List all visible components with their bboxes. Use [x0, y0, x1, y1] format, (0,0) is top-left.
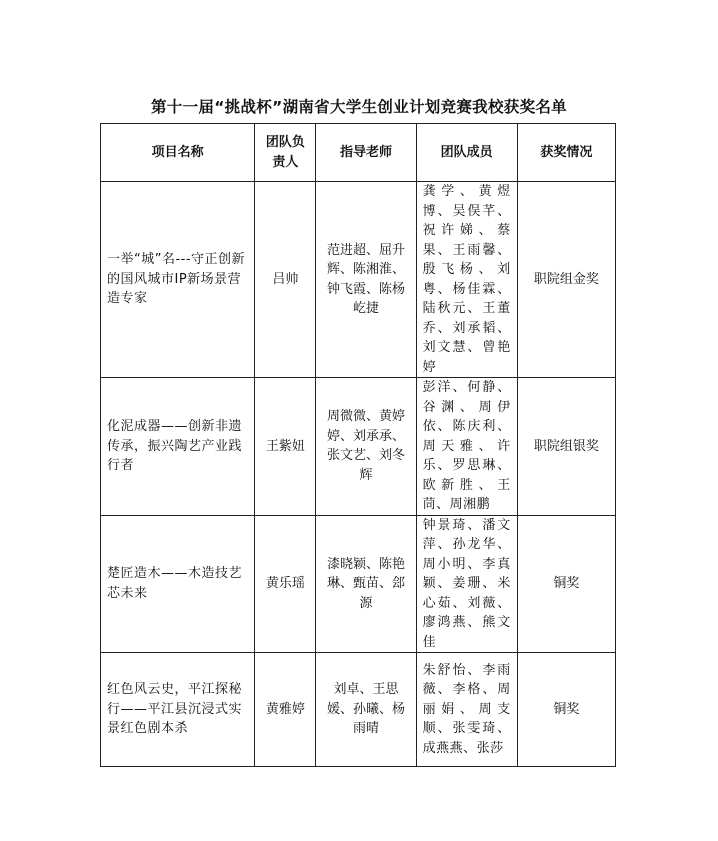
table-row — [101, 515, 616, 653]
award-cell: 职院组银奖 — [517, 378, 615, 516]
header-teachers: 指导老师 — [316, 124, 416, 182]
table-header-row — [101, 124, 616, 182]
leader-cell: 王紫妞 — [255, 378, 316, 516]
teachers-cell: 周微微、黄婷婷、刘承承、张文艺、刘冬辉 — [316, 378, 416, 516]
award-table — [100, 123, 616, 767]
header-project: 项目名称 — [101, 124, 255, 182]
project-name-cell: 一举“城”名---守正创新的国风城市IP新场景营造专家 — [101, 182, 255, 378]
header-award: 获奖情况 — [517, 124, 615, 182]
award-cell: 职院组金奖 — [517, 182, 615, 378]
project-name-cell: 楚匠造木——木造技艺芯未来 — [101, 515, 255, 653]
award-cell: 铜奖 — [517, 515, 615, 653]
leader-cell: 黄雅婷 — [255, 653, 316, 767]
project-name-cell: 化泥成器——创新非遗传承，振兴陶艺产业践行者 — [101, 378, 255, 516]
teachers-cell: 范进超、屈升辉、陈湘淮、钟飞霞、陈杨屹捷 — [316, 182, 416, 378]
teachers-cell: 漆晓颖、陈艳琳、甄苗、郐源 — [316, 515, 416, 653]
header-leader: 团队负责人 — [255, 124, 316, 182]
project-name-cell: 红色风云史，平江探秘行——平江县沉浸式实景红色剧本杀 — [101, 653, 255, 767]
members-cell: 钟景琦、潘文萍、孙龙华、周小明、李真颖、姜珊、米心茹、刘薇、廖鸿燕、熊文佳 — [416, 515, 517, 653]
members-cell: 彭洋、何静、谷渊、周伊依、陈庆利、周天雅、许乐、罗思琳、欧新胜、王茼、周湘鹏 — [416, 378, 517, 516]
award-cell: 铜奖 — [517, 653, 615, 767]
page-title: 第十一届“挑战杯”湖南省大学生创业计划竞赛我校获奖名单 — [151, 98, 567, 116]
leader-cell: 吕帅 — [255, 182, 316, 378]
members-cell: 龚学、黄煜博、吴俣芊、祝许娣、蔡果、王雨馨、殷飞杨、刘粤、杨佳霖、陆秋元、王董乔、刘承韬、刘文慧、曾艳婷 — [416, 182, 517, 378]
header-members: 团队成员 — [416, 124, 517, 182]
leader-cell: 黄乐瑶 — [255, 515, 316, 653]
table-row — [101, 378, 616, 516]
table-row — [101, 182, 616, 378]
teachers-cell: 刘卓、王思媛、孙曦、杨雨晴 — [316, 653, 416, 767]
table-row — [101, 653, 616, 767]
members-cell: 朱舒怡、李雨薇、李格、周丽娟、周支顺、张雯琦、成燕燕、张莎 — [416, 653, 517, 767]
